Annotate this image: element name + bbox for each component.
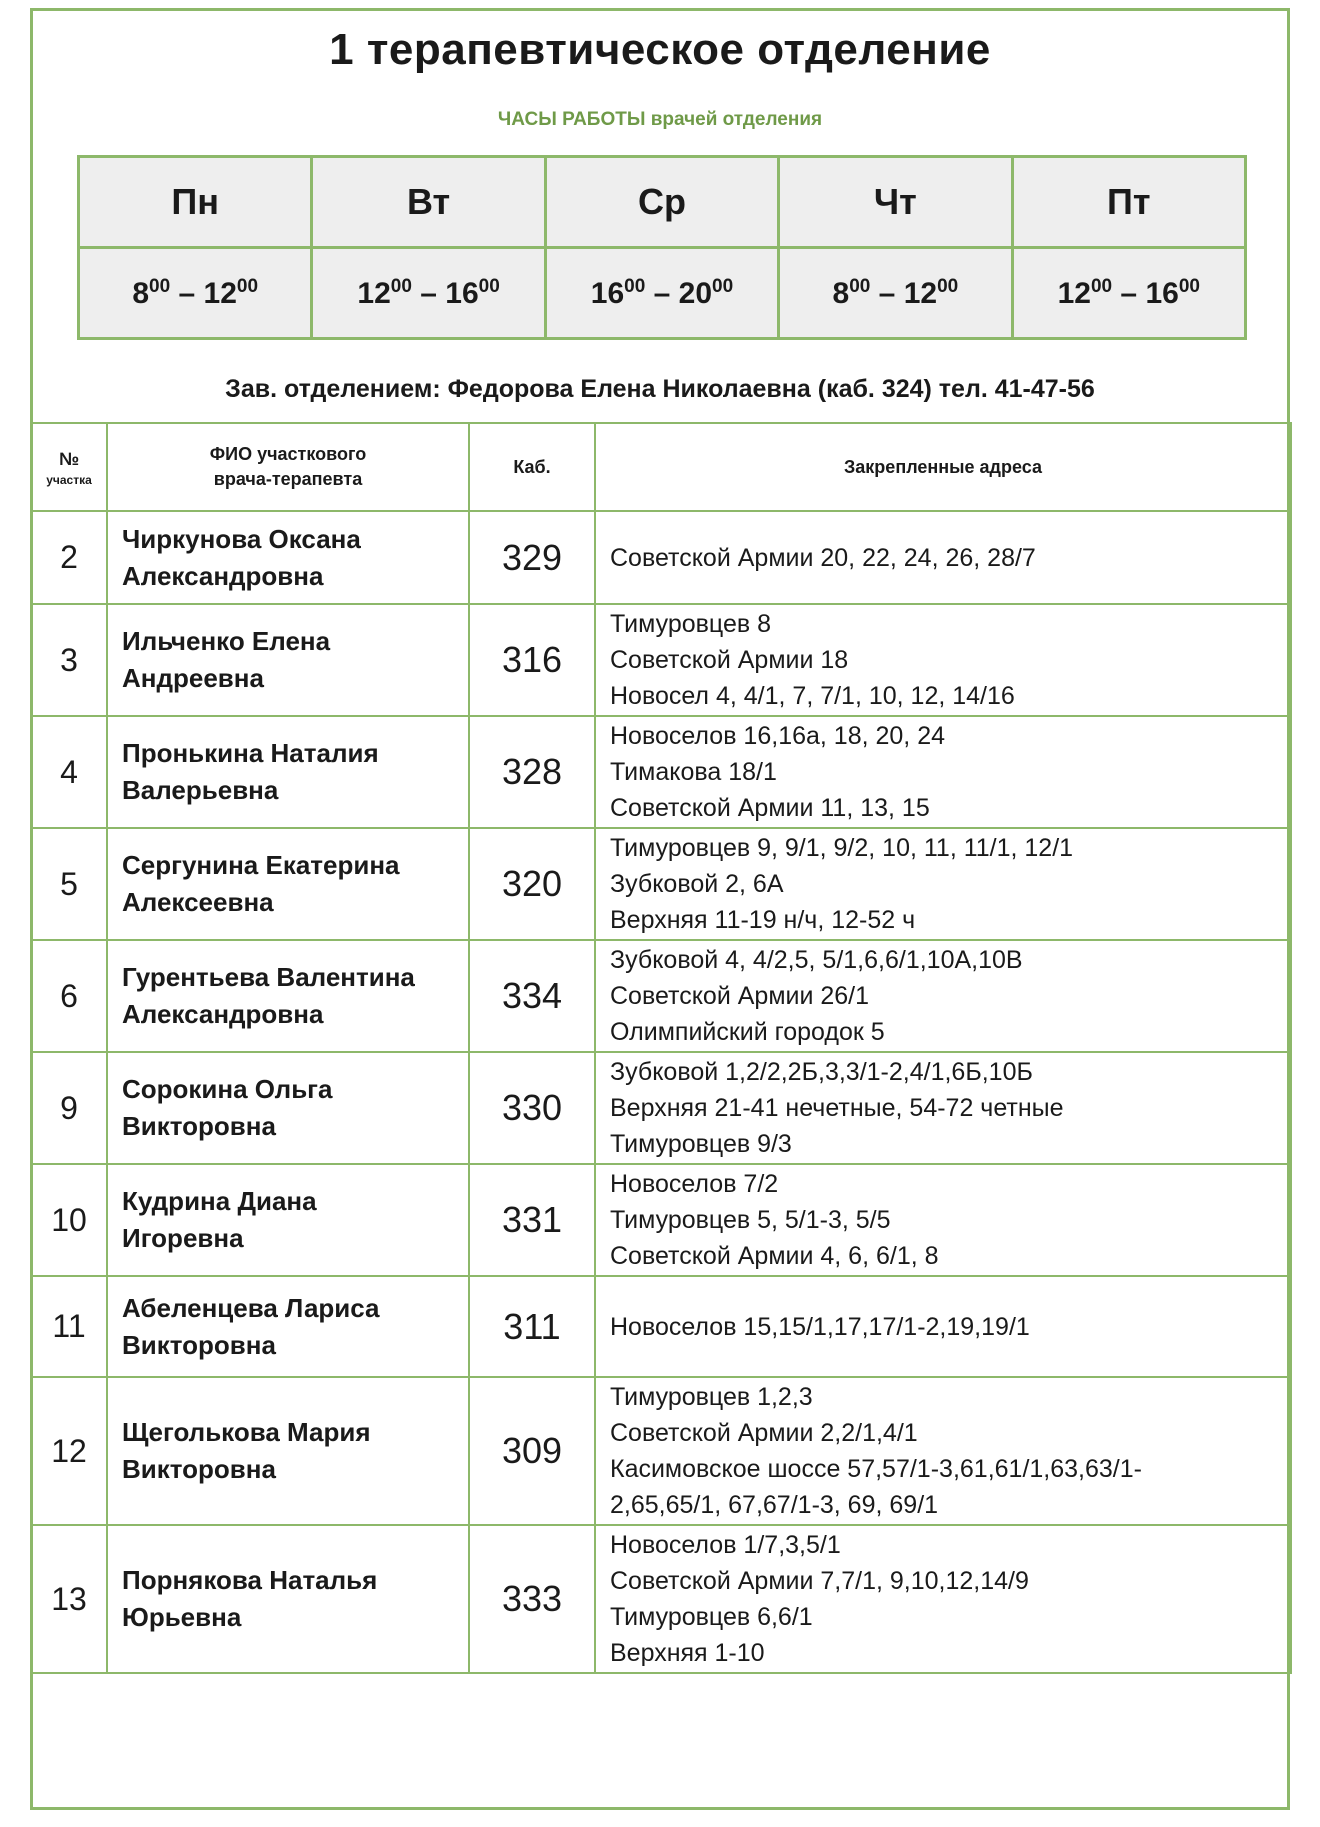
- address-line: Олимпийский городок 5: [610, 1018, 885, 1046]
- table-row: [31, 940, 1291, 1052]
- page-subtitle: ЧАСЫ РАБОТЫ врачей отделения: [497, 109, 823, 130]
- schedule-to-hour: 16: [445, 276, 479, 310]
- address-line: Тимуровцев 9, 9/1, 9/2, 10, 11, 11/1, 12/1: [610, 834, 1074, 862]
- schedule-from-hour: 8: [132, 276, 150, 310]
- address-line: Зубковой 4, 4/2,5, 5/1,6,6/1,10А,10В: [610, 946, 1023, 974]
- schedule-dash: –: [645, 276, 679, 310]
- district-number: 4: [31, 716, 107, 828]
- assigned-addresses: [595, 1276, 1291, 1377]
- doctor-name: [107, 1052, 469, 1164]
- assigned-addresses: [595, 716, 1291, 828]
- page-title: 1 терапевтическое отделение: [329, 25, 991, 74]
- schedule-day: Пт: [1012, 157, 1245, 248]
- table-row: [31, 1276, 1291, 1377]
- address-line: Новосел 4, 4/1, 7, 7/1, 10, 12, 14/16: [610, 682, 1015, 710]
- schedule-to-hour: 20: [678, 276, 713, 310]
- district-number: 12: [31, 1377, 107, 1525]
- address-line: Советской Армии 20, 22, 24, 26, 28/7: [610, 543, 1036, 572]
- cabinet-number: 309: [469, 1377, 595, 1525]
- schedule-to-hour: 12: [203, 276, 237, 310]
- doctor-name-line2: Валерьевна: [122, 775, 279, 805]
- address-line: Верхняя 21-41 нечетные, 54-72 четные: [610, 1094, 1064, 1122]
- district-number: 2: [31, 511, 107, 604]
- address-line: Новоселов 7/2: [610, 1170, 779, 1198]
- doctor-name: [107, 940, 469, 1052]
- assigned-addresses: [595, 828, 1291, 940]
- schedule-days-row: [79, 157, 1246, 248]
- address-line: Новоселов 16,16а, 18, 20, 24: [610, 722, 945, 750]
- schedule-from-minutes: 00: [149, 275, 171, 297]
- schedule-table: [77, 155, 1247, 340]
- header-name-line2: врача-терапевта: [213, 469, 363, 489]
- schedule-time: [312, 248, 545, 339]
- doctor-name-line1: Сергунина Екатерина: [122, 850, 400, 880]
- header-name-line1: ФИО участкового: [209, 444, 367, 464]
- address-line: Касимовское шоссе 57,57/1-3,61,61/1,63,63/1-: [610, 1455, 1142, 1483]
- doctor-name: [107, 716, 469, 828]
- doctor-name-line2: Викторовна: [122, 1454, 276, 1484]
- address-line: Новоселов 1/7,3,5/1: [610, 1531, 841, 1559]
- address-line: Верхняя 1-10: [610, 1639, 765, 1667]
- doctor-name: [107, 604, 469, 716]
- address-line: Тимуровцев 6,6/1: [610, 1603, 813, 1631]
- address-line: 2,65,65/1, 67,67/1-3, 69, 69/1: [610, 1491, 939, 1519]
- doctors-table-body: [31, 511, 1291, 1673]
- schedule-from-hour: 8: [832, 276, 850, 310]
- address-line: Советской Армии 11, 13, 15: [610, 794, 930, 822]
- doctor-name: [107, 1377, 469, 1525]
- doctor-name-line1: Пронькина Наталия: [122, 738, 379, 768]
- doctor-name-line2: Александровна: [122, 560, 324, 591]
- schedule-to-minutes: 00: [937, 275, 959, 297]
- doctor-name-line1: Кудрина Диана: [122, 1186, 317, 1216]
- schedule-day: Чт: [779, 157, 1012, 248]
- schedule-dash: –: [1112, 276, 1146, 310]
- assigned-addresses: [595, 1052, 1291, 1164]
- table-row: [31, 511, 1291, 604]
- table-row: [31, 828, 1291, 940]
- schedule-dash: –: [411, 276, 446, 310]
- district-number: 9: [31, 1052, 107, 1164]
- header-num: [31, 423, 107, 511]
- cabinet-number: 329: [469, 511, 595, 604]
- doctor-name-line1: Чиркунова Оксана: [122, 523, 361, 554]
- address-line: Советской Армии 2,2/1,4/1: [610, 1419, 918, 1447]
- doctor-name-line1: Ильченко Елена: [122, 626, 331, 656]
- district-number: 5: [31, 828, 107, 940]
- doctor-name-line2: Андреевна: [122, 663, 264, 693]
- schedule-to-minutes: 00: [478, 275, 500, 297]
- doctor-name-line1: Сорокина Ольга: [122, 1074, 333, 1104]
- schedule-from-minutes: 00: [390, 275, 412, 297]
- doctor-name-line1: Порнякова Наталья: [122, 1565, 378, 1595]
- schedule-to-hour: 12: [903, 276, 938, 310]
- schedule-from-minutes: 00: [1090, 275, 1113, 297]
- schedule-dash: –: [870, 276, 904, 310]
- schedule-time: [79, 248, 312, 339]
- district-number: 6: [31, 940, 107, 1052]
- address-line: Новоселов 15,15/1,17,17/1-2,19,19/1: [610, 1312, 1030, 1341]
- table-row: [31, 604, 1291, 716]
- cabinet-number: 333: [469, 1525, 595, 1673]
- schedule-from-minutes: 00: [849, 275, 871, 297]
- doctor-name-line2: Александровна: [122, 999, 324, 1029]
- schedule-time: [1012, 248, 1245, 339]
- cabinet-number: 311: [469, 1276, 595, 1377]
- address-line: Тимакова 18/1: [610, 758, 777, 786]
- schedule-time: [779, 248, 1012, 339]
- doctor-name: [107, 1164, 469, 1276]
- schedule-to-minutes: 00: [1178, 275, 1200, 297]
- address-line: Советской Армии 18: [610, 646, 849, 674]
- cabinet-number: 328: [469, 716, 595, 828]
- cabinet-number: 331: [469, 1164, 595, 1276]
- address-line: Тимуровцев 9/3: [610, 1130, 792, 1158]
- header-name: [107, 423, 469, 511]
- doctor-name-line1: Абеленцева Лариса: [122, 1292, 380, 1323]
- cabinet-number: 316: [469, 604, 595, 716]
- schedule-day: Ср: [545, 157, 778, 248]
- doctor-name-line2: Юрьевна: [122, 1602, 242, 1632]
- assigned-addresses: [595, 511, 1291, 604]
- assigned-addresses: [595, 604, 1291, 716]
- assigned-addresses: [595, 1164, 1291, 1276]
- doctor-name: [107, 1276, 469, 1377]
- address-line: Верхняя 11-19 н/ч, 12-52 ч: [610, 906, 916, 934]
- page-frame: [30, 8, 1290, 1810]
- header-addresses: Закрепленные адреса: [595, 423, 1291, 511]
- schedule-to-hour: 16: [1145, 276, 1179, 310]
- address-line: Зубковой 1,2/2,2Б,3,3/1-2,4/1,6Б,10Б: [610, 1058, 1033, 1086]
- schedule-day: Вт: [312, 157, 545, 248]
- doctor-name-line2: Игоревна: [122, 1223, 244, 1253]
- doctor-name-line1: Гурентьева Валентина: [122, 962, 415, 992]
- address-line: Советской Армии 26/1: [610, 982, 870, 1010]
- cabinet-number: 334: [469, 940, 595, 1052]
- assigned-addresses: [595, 1377, 1291, 1525]
- head-of-department: Зав. отделением: Федорова Елена Николаевна (каб. 324) тел. 41-47-56: [225, 375, 1095, 403]
- header-num-label: №: [58, 448, 80, 469]
- schedule-day: Пн: [79, 157, 312, 248]
- doctor-name: [107, 511, 469, 604]
- address-line: Тимуровцев 1,2,3: [610, 1383, 813, 1411]
- address-line: Советской Армии 7,7/1, 9,10,12,14/9: [610, 1567, 1029, 1595]
- address-line: Советской Армии 4, 6, 6/1, 8: [610, 1242, 939, 1270]
- doctor-name-line2: Алексеевна: [122, 887, 274, 917]
- table-row: [31, 1377, 1291, 1525]
- schedule-dash: –: [170, 276, 204, 310]
- doctor-name-line2: Викторовна: [122, 1111, 276, 1141]
- header-cabinet: Каб.: [469, 423, 595, 511]
- doctors-table-header: [31, 423, 1291, 511]
- doctor-name-line1: Щеголькова Мария: [122, 1417, 371, 1447]
- address-line: Тимуровцев 8: [610, 610, 771, 638]
- assigned-addresses: [595, 940, 1291, 1052]
- schedule-times-row: [79, 248, 1246, 339]
- district-number: 13: [31, 1525, 107, 1673]
- cabinet-number: 330: [469, 1052, 595, 1164]
- header-num-sub: участка: [46, 472, 92, 487]
- table-row: [31, 1525, 1291, 1673]
- schedule-time: [545, 248, 778, 339]
- table-row: [31, 1164, 1291, 1276]
- district-number: 11: [31, 1276, 107, 1377]
- address-line: Тимуровцев 5, 5/1-3, 5/5: [610, 1206, 891, 1234]
- doctor-name: [107, 828, 469, 940]
- schedule-from-hour: 16: [590, 276, 625, 310]
- address-line: Зубковой 2, 6А: [610, 870, 784, 898]
- schedule-from-hour: 12: [357, 276, 391, 310]
- schedule-to-minutes: 00: [236, 275, 259, 297]
- schedule-from-minutes: 00: [624, 275, 646, 297]
- table-row: [31, 1052, 1291, 1164]
- doctor-name: [107, 1525, 469, 1673]
- district-number: 3: [31, 604, 107, 716]
- table-row: [31, 716, 1291, 828]
- doctors-table: [30, 422, 1292, 1674]
- assigned-addresses: [595, 1525, 1291, 1673]
- schedule-to-minutes: 00: [712, 275, 734, 297]
- schedule-from-hour: 12: [1057, 276, 1091, 310]
- cabinet-number: 320: [469, 828, 595, 940]
- doctor-name-line2: Викторовна: [122, 1329, 276, 1360]
- district-number: 10: [31, 1164, 107, 1276]
